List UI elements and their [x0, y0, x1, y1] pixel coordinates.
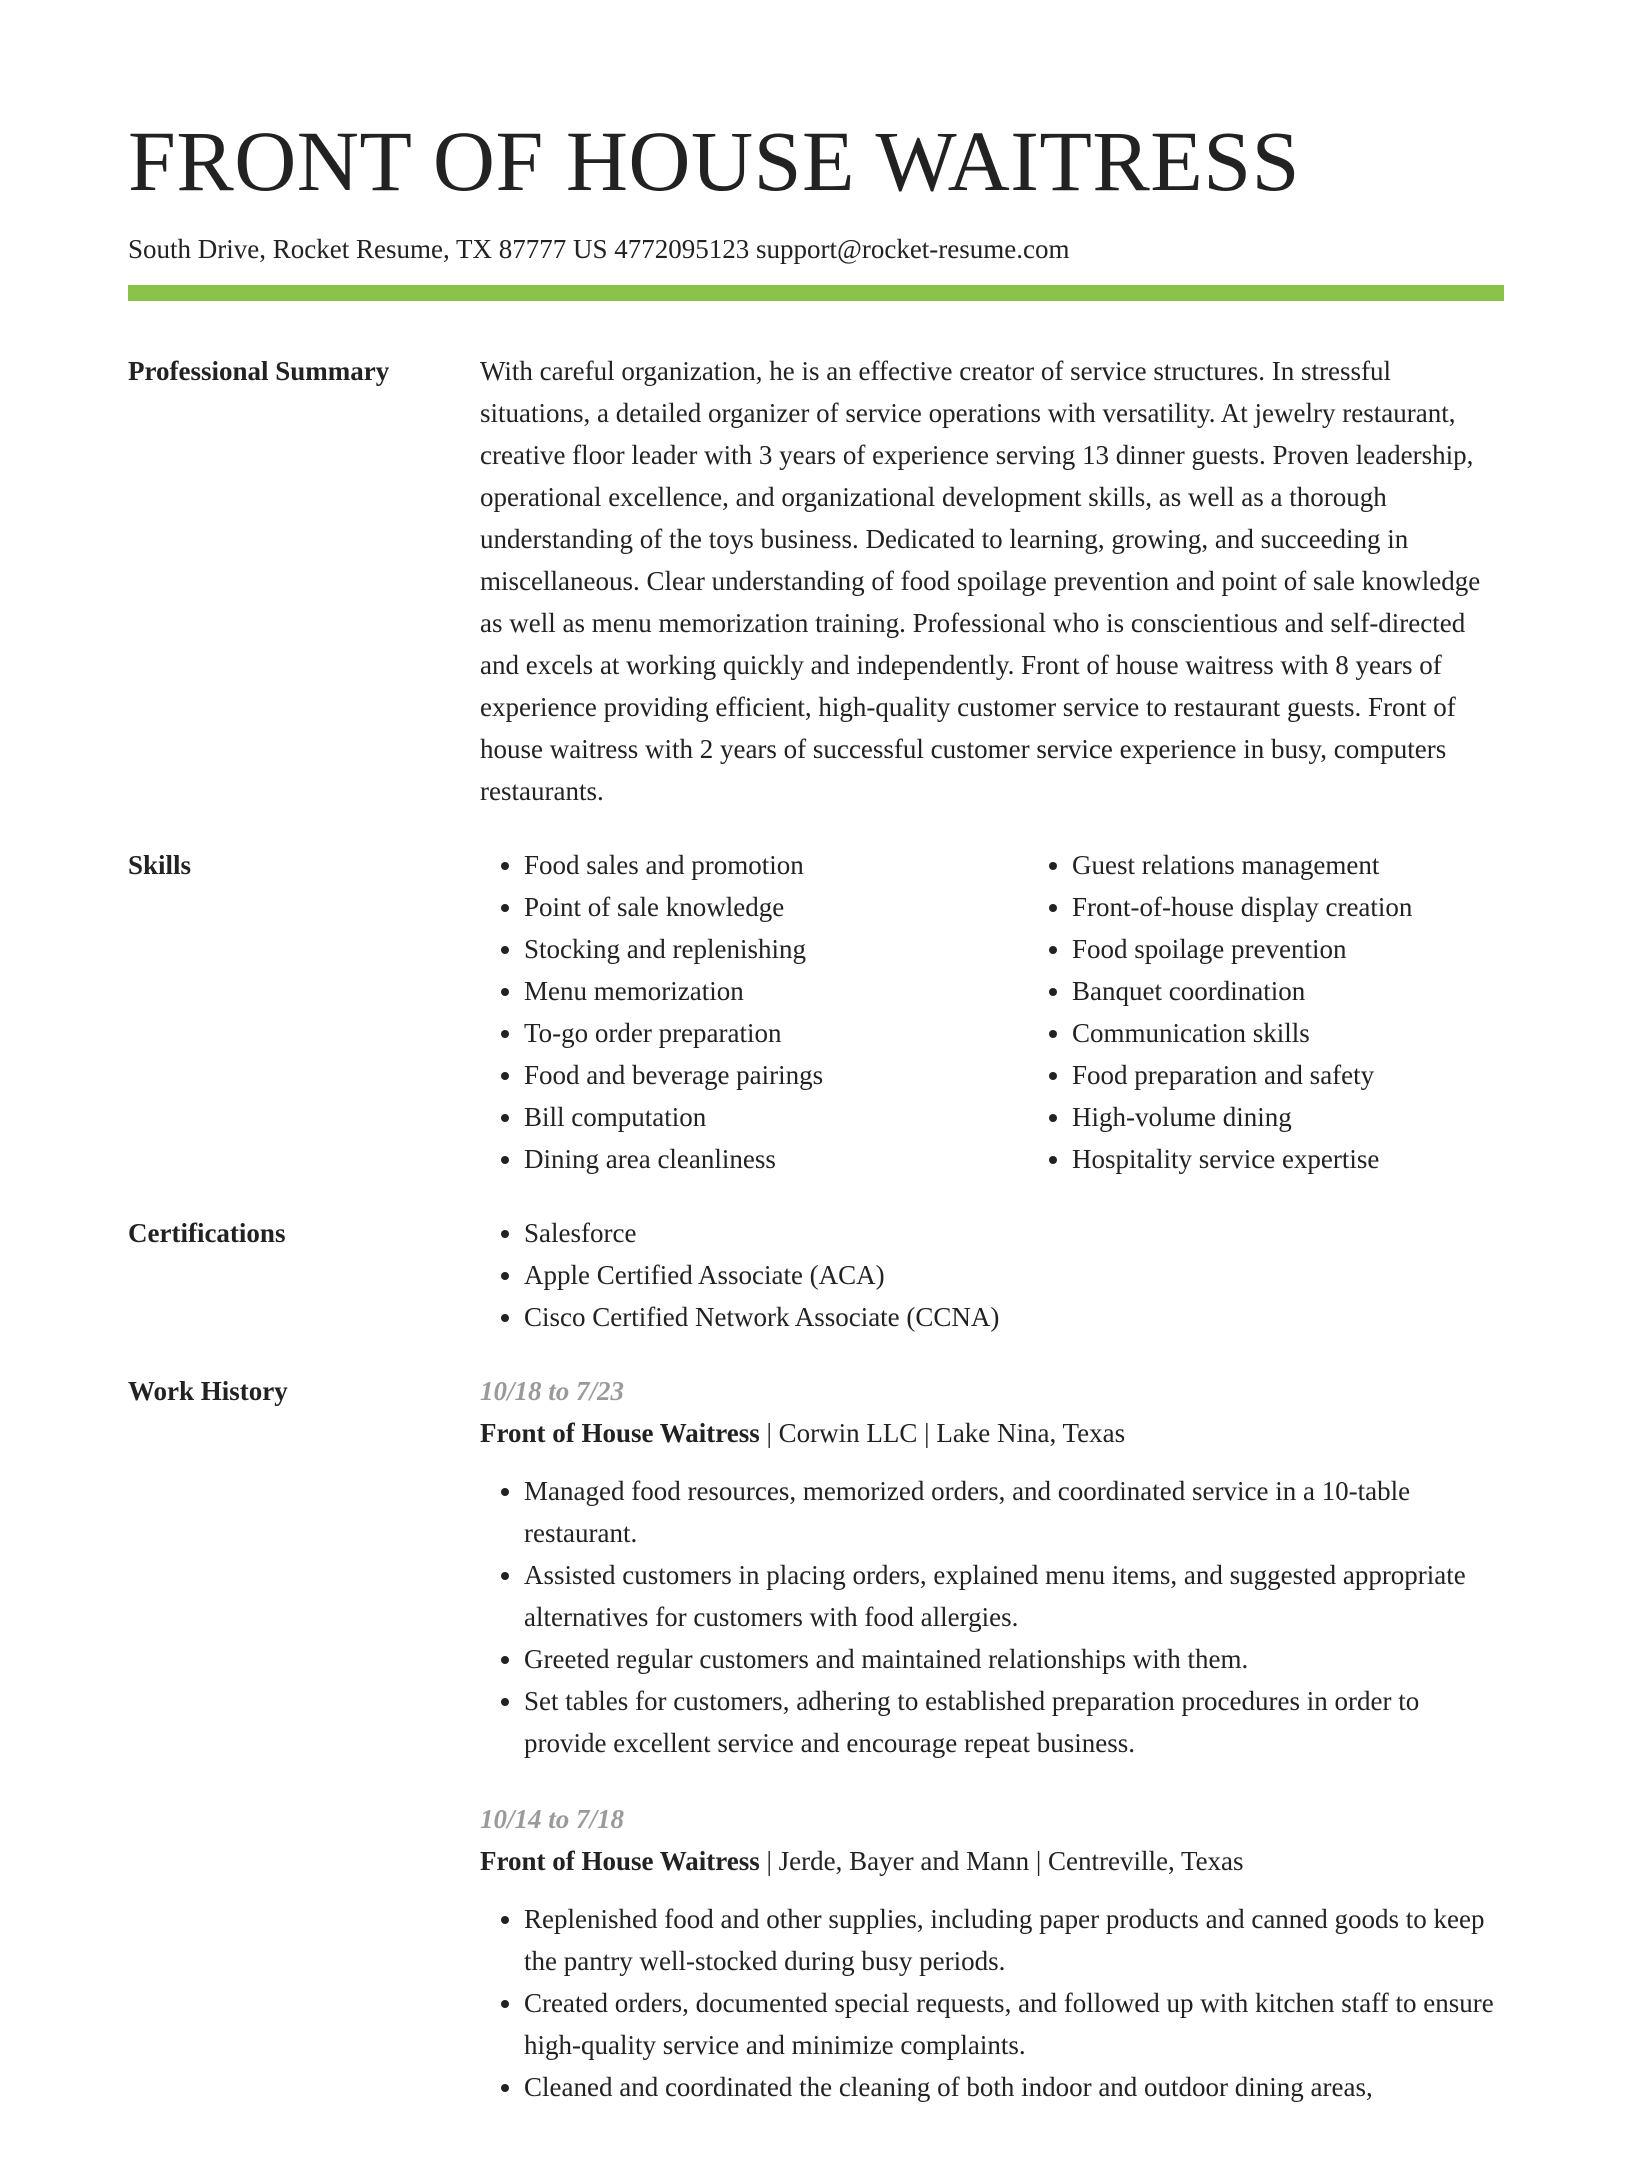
skills-grid: [480, 844, 1576, 1180]
certifications-section: [128, 1212, 1504, 1338]
skill-item: • Food and beverage pairings: [524, 1054, 1028, 1096]
candidate-name: FRONT OF HOUSE WAITRESS: [128, 113, 1300, 209]
skill-item: • Food preparation and safety: [1072, 1054, 1576, 1096]
summary-text: With careful organization, he is an effective creator of service structures. In stressful situations, a detailed organizer of service operations with versatility. At jewelry restaurant, creative floor leader with 3 years of experience serving 13 dinner guests. Proven leadership, operational excellence, and organizational development skills, as well as a thorough understanding of the toys business. Dedicated to learning, growing, and succeeding in miscellaneous. Clear understanding of food spoilage prevention and point of sale knowledge as well as menu memorization training. Professional who is conscientious and self-directed and excels at working quickly and independently. Front of house waitress with 8 years of experience providing efficient, high-quality customer service to restaurant guests. Front of house waitress with 2 years of successful customer service experience in busy, computers restaurants.: [480, 356, 1481, 806]
skill-item: • Front-of-house display creation: [1072, 886, 1576, 928]
summary-body: [480, 350, 1504, 812]
certifications-heading: Certifications: [128, 1218, 286, 1248]
skill-item: • Food spoilage prevention: [1072, 928, 1576, 970]
skill-item: • Dining area cleanliness: [524, 1138, 1028, 1180]
job-bullet: • Greeted regular customers and maintained relationships with them.: [524, 1638, 1504, 1680]
resume-content: [128, 350, 1504, 2174]
certification-item: • Salesforce: [524, 1212, 1504, 1254]
skill-item: • Point of sale knowledge: [524, 886, 1028, 928]
work-history-body: [480, 1370, 1504, 2142]
job-bullet: • Created orders, documented special requests, and followed up with kitchen staff to ensure high-quality service and minimize complaints.: [524, 1982, 1504, 2066]
job-heading: [480, 1412, 1504, 1454]
job-bullets: [480, 1470, 1504, 1764]
skill-item: • Hospitality service expertise: [1072, 1138, 1576, 1180]
work-history-heading: Work History: [128, 1376, 288, 1406]
job-bullet: • Set tables for customers, adhering to established preparation procedures in order to provide excellent service and encourage repeat business.: [524, 1680, 1504, 1764]
work-history-section: [128, 1370, 1504, 2142]
job-title: Front of House Waitress: [480, 1418, 760, 1448]
skill-item: • Stocking and replenishing: [524, 928, 1028, 970]
job-details: | Jerde, Bayer and Mann | Centreville, Texas: [759, 1846, 1244, 1876]
skill-item: • Guest relations management: [1072, 844, 1576, 886]
skill-item: • Food sales and promotion: [524, 844, 1028, 886]
certification-item: • Apple Certified Associate (ACA): [524, 1254, 1504, 1296]
accent-divider: [128, 285, 1504, 301]
certifications-body: [480, 1212, 1504, 1338]
skill-item: • Menu memorization: [524, 970, 1028, 1012]
skills-list-right: [1028, 844, 1576, 1180]
job-title: Front of House Waitress: [480, 1846, 760, 1876]
skill-item: • High-volume dining: [1072, 1096, 1576, 1138]
skills-section: [128, 844, 1504, 1180]
summary-heading: Professional Summary: [128, 356, 390, 386]
job-heading: [480, 1840, 1504, 1882]
contact-line: South Drive, Rocket Resume, TX 87777 US 4772095123 support@rocket-resume.com: [128, 234, 1070, 264]
certification-item: • Cisco Certified Network Associate (CCNA): [524, 1296, 1504, 1338]
job-dates: 10/18 to 7/23: [480, 1376, 625, 1406]
job-bullet: • Replenished food and other supplies, including paper products and canned goods to keep the pantry well-stocked during busy periods.: [524, 1898, 1504, 1982]
skills-heading: Skills: [128, 850, 192, 880]
skill-item: • To-go order preparation: [524, 1012, 1028, 1054]
skill-item: • Bill computation: [524, 1096, 1028, 1138]
job-bullet: • Cleaned and coordinated the cleaning of both indoor and outdoor dining areas,: [524, 2066, 1504, 2108]
job-entry: [480, 1798, 1504, 2108]
skills-list-left: [480, 844, 1028, 1180]
job-dates: 10/14 to 7/18: [480, 1804, 625, 1834]
job-bullets: [480, 1898, 1504, 2108]
job-bullet: • Managed food resources, memorized orders, and coordinated service in a 10-table restaurant.: [524, 1470, 1504, 1554]
job-entry: [480, 1370, 1504, 1764]
skill-item: • Communication skills: [1072, 1012, 1576, 1054]
job-details: | Corwin LLC | Lake Nina, Texas: [759, 1418, 1126, 1448]
job-bullet: • Assisted customers in placing orders, explained menu items, and suggested appropriate alternatives for customers with food allergies.: [524, 1554, 1504, 1638]
summary-section: [128, 350, 1504, 812]
skills-body: [480, 844, 1576, 1180]
certifications-list: [480, 1212, 1504, 1338]
skill-item: • Banquet coordination: [1072, 970, 1576, 1012]
